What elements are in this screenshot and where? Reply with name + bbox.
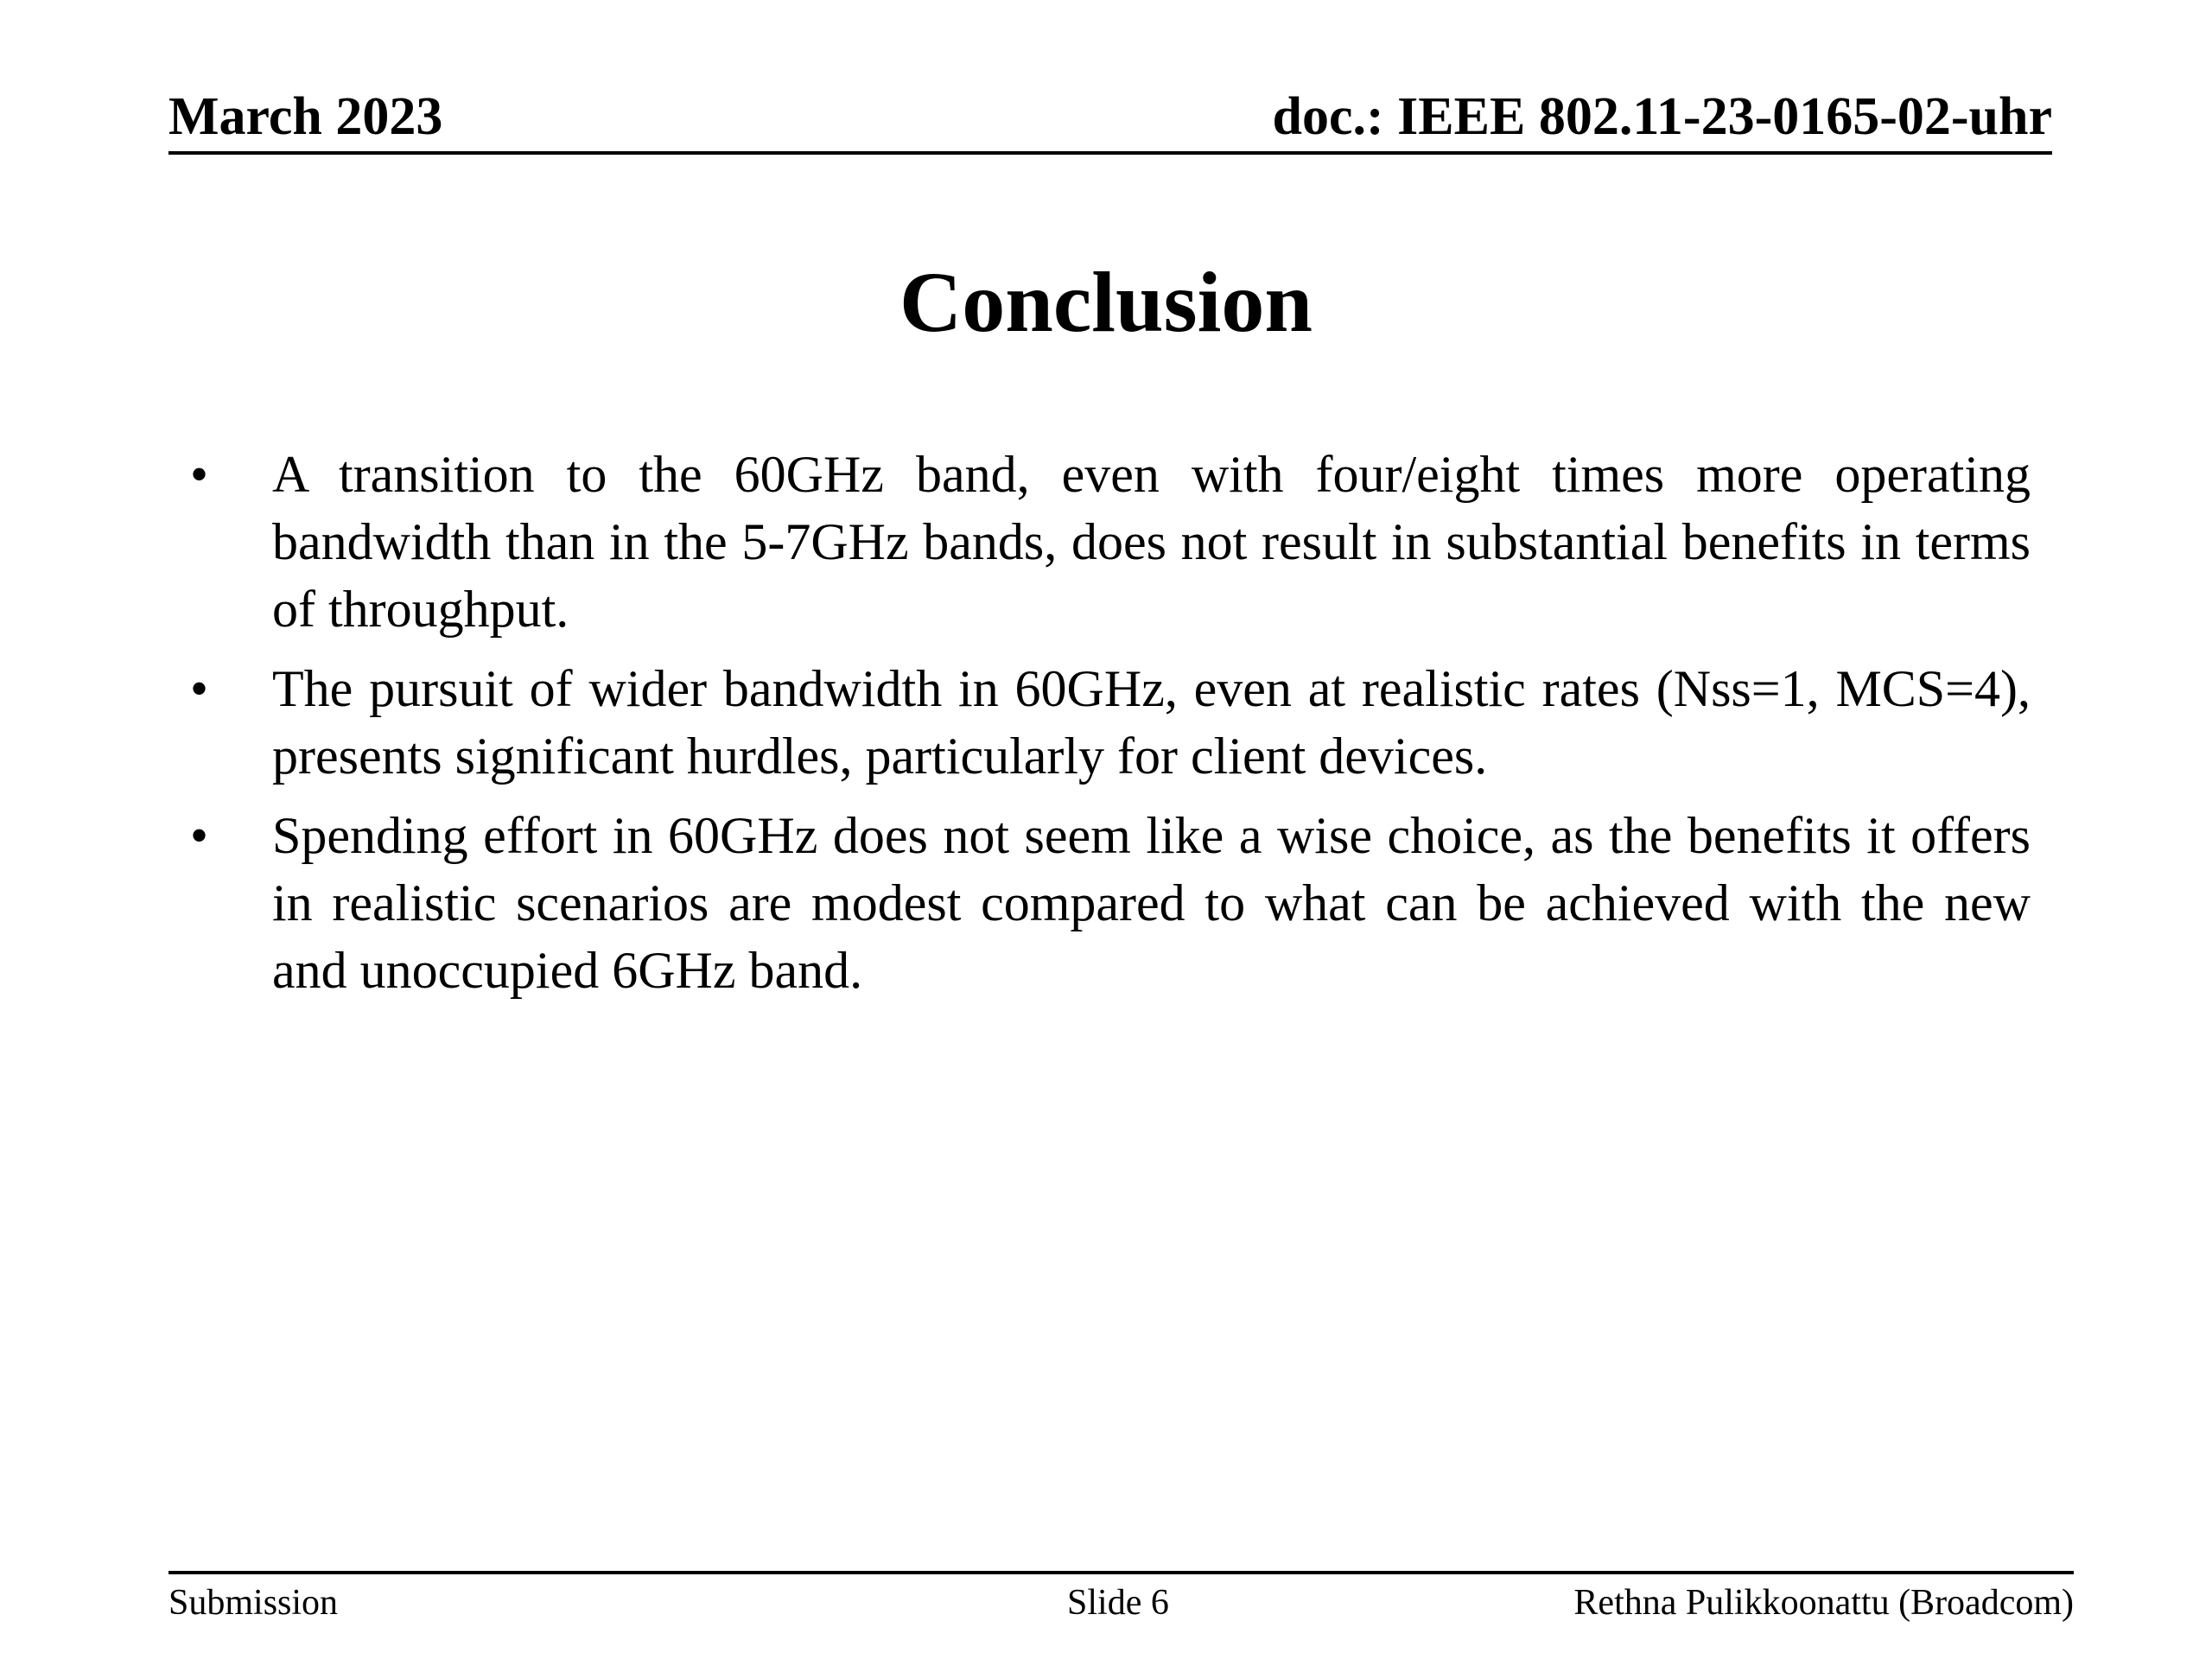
bullet-text: Spending effort in 60GHz does not seem like a wise choice, as the benefits it offers in realistic scenarios are modest compared to what can be achieved with the new and unoccupied 6GHz band. <box>272 807 2031 999</box>
header-document-id: doc.: IEEE 802.11-23-0165-02-uhr <box>1272 87 2052 146</box>
bullet-item <box>181 441 2031 643</box>
bullet-icon: • <box>190 446 209 503</box>
bullet-icon: • <box>190 807 209 864</box>
bullet-item <box>181 655 2031 790</box>
header-date: March 2023 <box>168 87 443 146</box>
bullet-list <box>181 441 2031 1016</box>
bullet-item <box>181 802 2031 1004</box>
bullet-text: The pursuit of wider bandwidth in 60GHz, even at realistic rates (Nss=1, MCS=4), presents significant hurdles, particularly for client devices. <box>272 660 2031 785</box>
footer-author: Rethna Pulikkoonattu (Broadcom) <box>1573 1583 2074 1623</box>
bullet-icon: • <box>190 660 209 717</box>
slide-header <box>168 82 2052 155</box>
bullet-text: A transition to the 60GHz band, even with four/eight times more operating bandwidth than in the 5-7GHz bands, does not result in substantial benefits in terms of throughput. <box>272 446 2031 638</box>
slide-footer <box>168 1571 2074 1626</box>
footer-submission: Submission <box>168 1583 339 1623</box>
slide-title: Conclusion <box>899 254 1313 350</box>
footer-slide-number: Slide 6 <box>1067 1583 1169 1623</box>
